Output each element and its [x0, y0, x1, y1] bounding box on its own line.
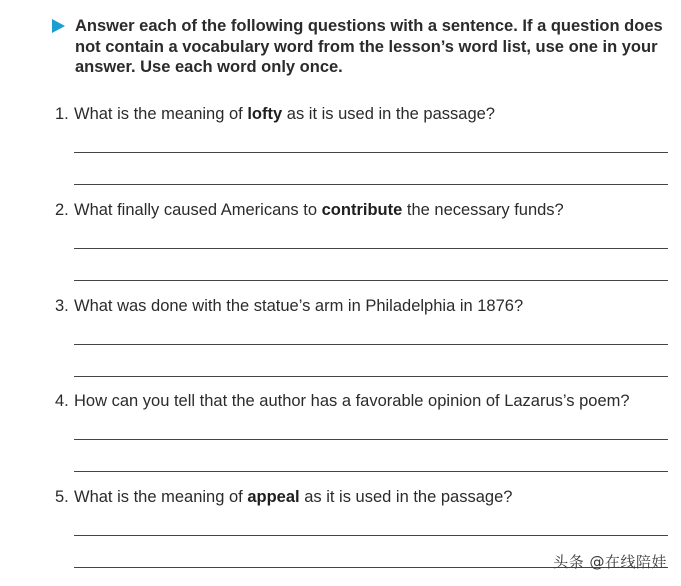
question-text-before: What finally caused Americans to [74, 201, 322, 219]
answer-line[interactable] [74, 344, 668, 345]
question-number: 4. [55, 392, 69, 410]
question-text-after: as it is used in the passage? [299, 488, 513, 506]
answer-line[interactable] [74, 152, 668, 153]
vocab-word: appeal [247, 488, 300, 506]
watermark: 头条 @在线陪娃 [553, 553, 667, 571]
question-text-before: What was done with the statue’s arm in Philadelphia in 1876? [74, 297, 524, 315]
question-text-after: as it is used in the passage? [282, 105, 495, 123]
answer-line[interactable] [74, 248, 668, 249]
question-text-after: the necessary funds? [402, 201, 564, 219]
answer-line[interactable] [74, 184, 668, 185]
vocab-word: contribute [321, 201, 403, 219]
question-text-before: What is the meaning of [74, 105, 248, 123]
answer-line[interactable] [74, 471, 668, 472]
question-number: 2. [55, 201, 69, 219]
question-5 [55, 487, 512, 507]
play-triangle-icon [52, 19, 65, 33]
question-text-before: What is the meaning of [74, 488, 248, 506]
question-text-before: How can you tell that the author has a favorable opinion of Lazarus’s poem? [74, 392, 630, 410]
answer-line[interactable] [74, 376, 668, 377]
answer-line[interactable] [74, 535, 668, 536]
question-1 [55, 104, 495, 124]
vocab-word: lofty [247, 105, 283, 123]
question-number: 1. [55, 105, 69, 123]
answer-line[interactable] [74, 280, 668, 281]
question-4 [55, 391, 630, 411]
question-number: 5. [55, 488, 69, 506]
question-2 [55, 200, 564, 220]
question-3 [55, 296, 523, 316]
answer-line[interactable] [74, 439, 668, 440]
instructions-text: Answer each of the following questions with a sentence. If a question does not contain a vocabulary word from the lesson’s word list, use one in your answer. Use each word only once. [75, 17, 663, 76]
question-number: 3. [55, 297, 69, 315]
